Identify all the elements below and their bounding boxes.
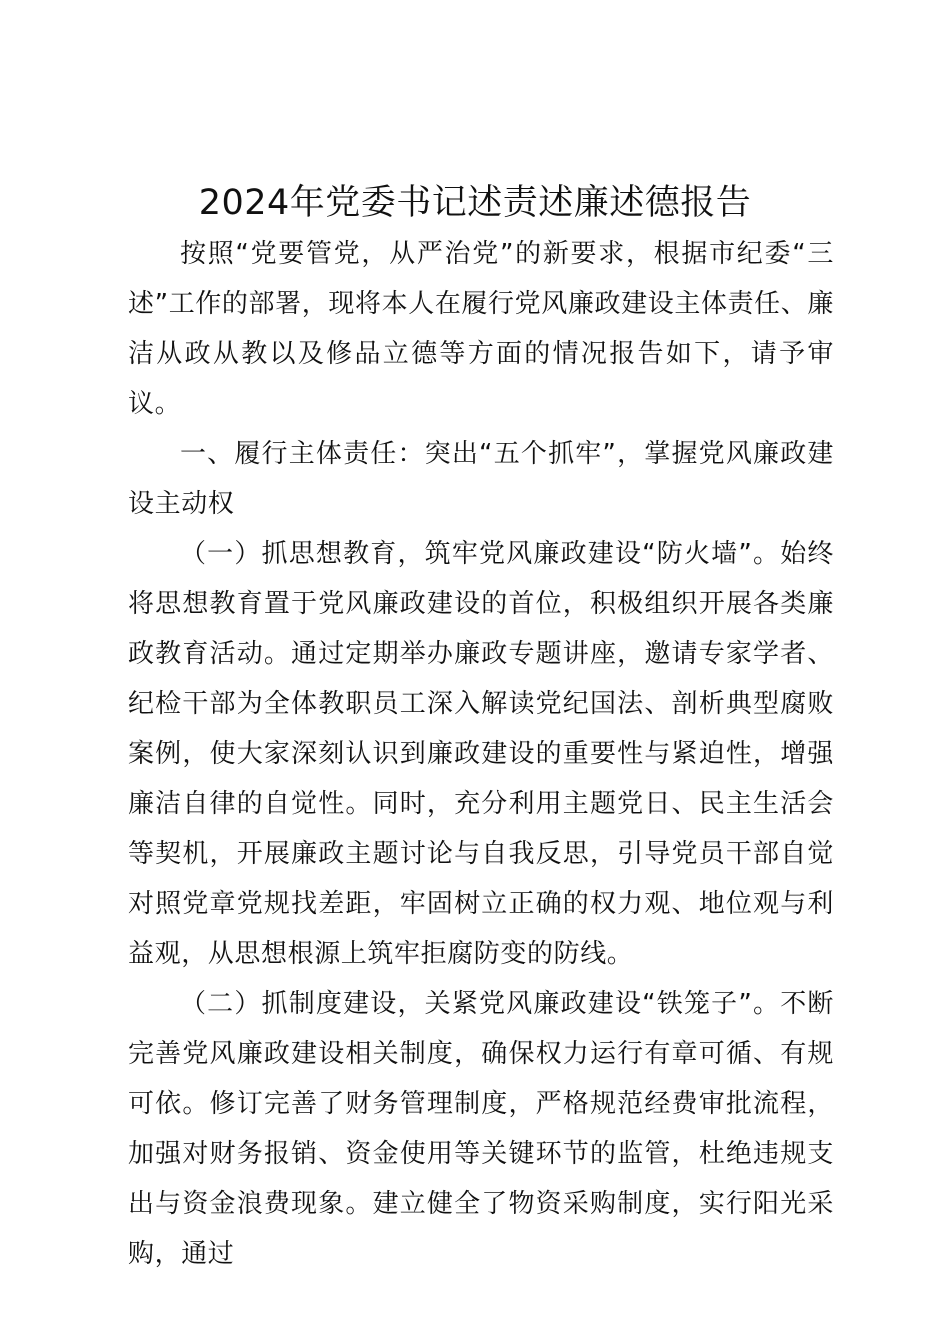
- section-heading-1: 一、履行主体责任：突出“五个抓牢”，掌握党风廉政建设主动权: [128, 439, 834, 519]
- subsection-paragraph-2: （二）抓制度建设，关紧党风廉政建设“铁笼子”。不断完善党风廉政建设相关制度，确保权力运行有章可循、有规可依。修订完善了财务管理制度，严格规范经费审批流程，加强对财务报销、资金使用等关键环节的监管，杜绝违规支出与资金浪费现象。建立健全了物资采购制度，实行阳光采购，通过: [128, 989, 834, 1269]
- document-body: [128, 229, 834, 1279]
- document-title: 2024年党委书记述责述廉述德报告: [198, 183, 752, 223]
- subsection-paragraph-1: （一）抓思想教育，筑牢党风廉政建设“防火墙”。始终将思想教育置于党风廉政建设的首位，积极组织开展各类廉政教育活动。通过定期举办廉政专题讲座，邀请专家学者、纪检干部为全体教职员工深入解读党纪国法、剖析典型腐败案例，使大家深刻认识到廉政建设的重要性与紧迫性，增强廉洁自律的自觉性。同时，充分利用主题党日、民主生活会等契机，开展廉政主题讨论与自我反思，引导党员干部自觉对照党章党规找差距，牢固树立正确的权力观、地位观与利益观，从思想根源上筑牢拒腐防变的防线。: [128, 539, 834, 969]
- intro-paragraph: 按照“党要管党，从严治党”的新要求，根据市纪委“三述”工作的部署，现将本人在履行党风廉政建设主体责任、廉洁从政从教以及修品立德等方面的情况报告如下，请予审议。: [128, 239, 834, 419]
